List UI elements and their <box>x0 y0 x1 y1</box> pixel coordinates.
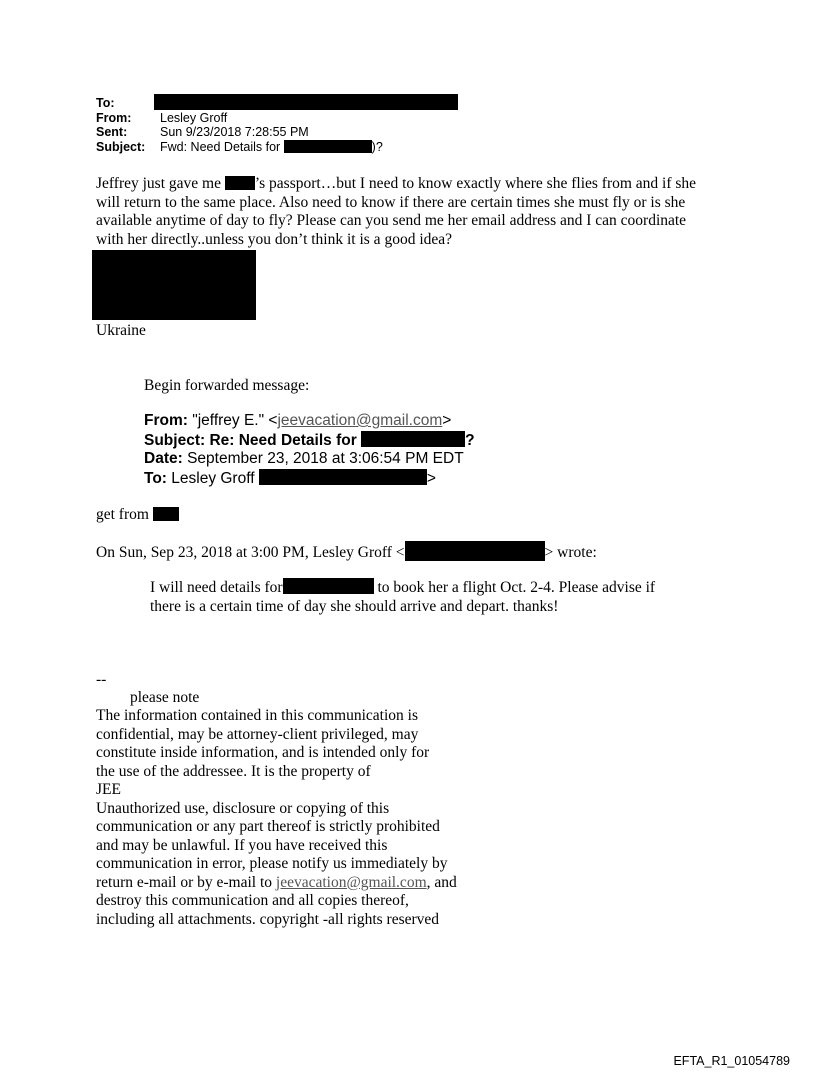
fwd-to-name: Lesley Groff <box>171 469 255 487</box>
redaction-block <box>92 250 256 320</box>
disclaimer-line: and may be unlawful. If you have received this <box>96 836 388 854</box>
subject-suffix: )? <box>371 139 383 154</box>
body-line: with her directly..unless you don’t think it is a good idea? <box>96 230 453 248</box>
disclaimer-line: Unauthorized use, disclosure or copying of this <box>96 799 390 817</box>
disclaimer-text: return e-mail or by e-mail to <box>96 873 273 891</box>
fwd-subject-label: Subject: Re: Need Details for <box>144 431 357 449</box>
fwd-date-row <box>144 450 475 469</box>
disclaimer-line: communication in error, please notify us immediately by <box>96 855 448 872</box>
to-label: To: <box>96 96 115 110</box>
attribution-text: On Sun, Sep 23, 2018 at 3:00 PM, Lesley Groff < <box>96 544 405 561</box>
fwd-to-label: To: <box>144 469 167 487</box>
fwd-from-name: "jeffrey E." < <box>192 412 278 429</box>
disclaimer-line: communication or any part thereof is strictly prohibited <box>96 818 440 835</box>
fwd-from-label: From: <box>144 412 188 429</box>
location-text: Ukraine <box>96 322 146 339</box>
fwd-from-close: > <box>442 412 452 429</box>
fwd-date-value: September 23, 2018 at 3:06:54 PM EDT <box>187 450 464 467</box>
disclaimer-line: the use of the addressee. It is the property of <box>96 762 371 780</box>
disclaimer <box>96 707 457 929</box>
disclaimer-line: confidential, may be attorney-client privileged, may <box>96 725 419 743</box>
redaction-bar <box>154 94 458 110</box>
document-id: EFTA_R1_01054789 <box>673 1054 790 1068</box>
quote-attribution <box>96 541 597 563</box>
subject-prefix: Fwd: Need Details for <box>160 139 281 154</box>
redaction-bar <box>259 469 427 485</box>
fwd-from-email-link[interactable]: jeevacation@gmail.com <box>277 412 443 429</box>
redaction-bar <box>284 140 372 153</box>
disclaimer-line: The information contained in this communication is <box>96 707 418 724</box>
from-label: From: <box>96 110 132 125</box>
fwd-from-row <box>144 412 475 431</box>
reply-body: get from <box>96 506 149 523</box>
subject-label: Subject: <box>96 139 146 154</box>
message-body <box>96 175 736 249</box>
redaction-bar <box>405 541 545 561</box>
sent-label: Sent: <box>96 125 128 139</box>
quote-line: there is a certain time of day she should arrive and depart. thanks! <box>150 597 559 615</box>
fwd-to-close: > <box>426 469 436 487</box>
disclaimer-line: destroy this communication and all copies thereof, <box>96 892 409 909</box>
fwd-subject-end: ? <box>465 431 475 449</box>
redaction-bar <box>225 176 255 190</box>
forwarded-header <box>144 412 475 488</box>
subject-value <box>160 140 383 155</box>
disclaimer-text: , and <box>426 873 457 891</box>
quote-text: to book her a flight Oct. 2-4. Please advise if <box>377 579 656 596</box>
forward-intro: Begin forwarded message: <box>144 377 310 394</box>
signature-dashes: -- <box>96 671 107 688</box>
body-line: will return to the same place. Also need to know if there are certain times she must fly or is she <box>96 193 686 211</box>
redaction-bar <box>153 507 179 521</box>
redaction-bar <box>283 578 374 594</box>
from-value: Lesley Groff <box>160 110 228 125</box>
redaction-bar <box>361 431 465 447</box>
quote-line <box>150 578 655 598</box>
quote-text: I will need details for <box>150 579 283 596</box>
sent-value: Sun 9/23/2018 7:28:55 PM <box>160 125 309 139</box>
fwd-to-row <box>144 469 475 489</box>
disclaimer-email-link[interactable]: jeevacation@gmail.com <box>275 873 427 891</box>
disclaimer-line: including all attachments. copyright -all rights reserved <box>96 910 440 928</box>
body-text: ’s passport…but I need to know exactly where she flies from and if she <box>254 175 697 192</box>
attribution-text: > wrote: <box>544 544 597 561</box>
reply-text <box>96 506 179 525</box>
disclaimer-line: constitute inside information, and is intended only for <box>96 744 430 761</box>
signature-note: please note <box>130 689 200 706</box>
disclaimer-line: JEE <box>96 781 121 798</box>
fwd-date-label: Date: <box>144 450 183 467</box>
body-text: Jeffrey just gave me <box>96 175 221 192</box>
quoted-message <box>150 578 655 616</box>
disclaimer-line <box>96 874 457 893</box>
body-line: available anytime of day to fly? Please can you send me her email address and I can coordinate <box>96 212 687 229</box>
body-line <box>96 175 736 194</box>
fwd-subject-row <box>144 431 475 451</box>
